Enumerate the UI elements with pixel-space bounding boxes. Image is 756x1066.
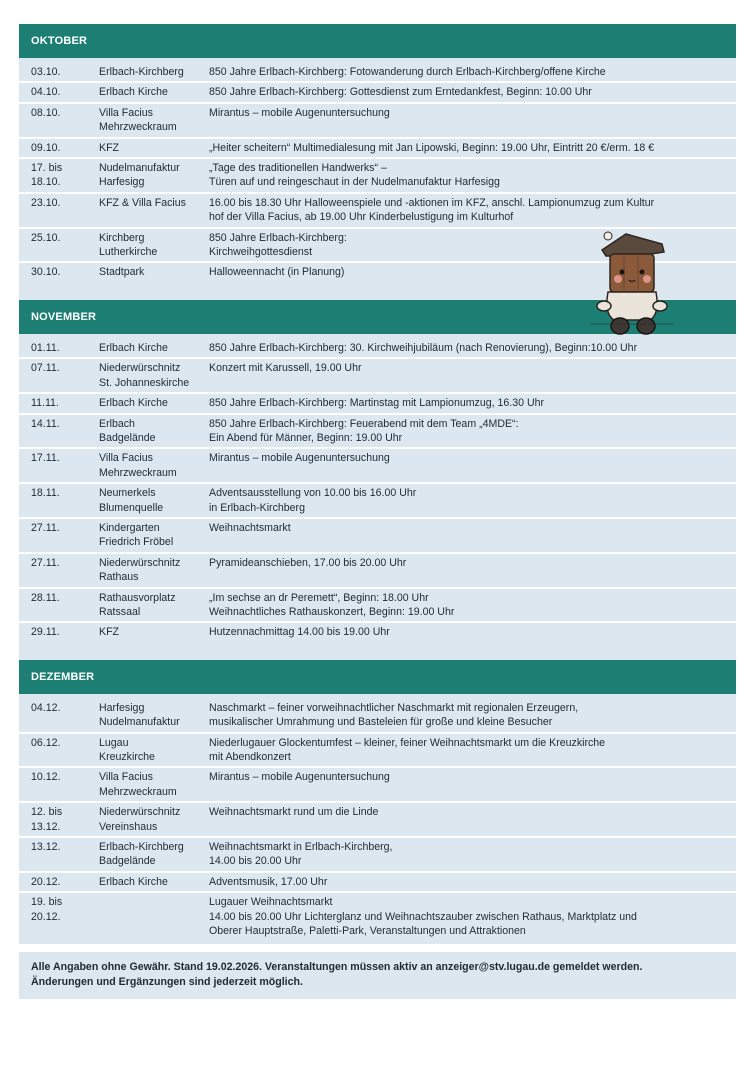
- event-date: 29.11.: [31, 626, 60, 639]
- event-row: [19, 699, 736, 734]
- event-description: Adventsmusik, 17.00 Uhr: [209, 875, 328, 888]
- event-description: 850 Jahre Erlbach-Kirchberg: Feuerabend mit dem Team „4MDE“: Ein Abend für Männer, Beginn: 19.00 Uhr: [209, 417, 519, 444]
- event-description: „Tage des traditionellen Handwerks“ – Türen auf und reingeschaut in der Nudelmanufaktur Harfesigg: [209, 162, 500, 189]
- event-place: [99, 895, 209, 938]
- event-place: Erlbach-Kirchberg Badgelände: [99, 841, 184, 868]
- event-description: Mirantus – mobile Augenuntersuchung: [209, 106, 390, 119]
- section-gap: [19, 646, 736, 660]
- event-place: KFZ & Villa Facius: [99, 196, 186, 209]
- event-date: 19. bis 20.12.: [31, 896, 63, 923]
- event-row: [19, 768, 736, 803]
- event-date: 03.10.: [31, 66, 61, 78]
- event-description: Weihnachtsmarkt: [209, 521, 291, 534]
- event-date: 27.11.: [31, 521, 60, 534]
- event-description: 850 Jahre Erlbach-Kirchberg: 30. Kirchweihjubiläum (nach Renovierung), Beginn:10.00 Uhr: [209, 341, 638, 354]
- event-date: 14.11.: [31, 417, 60, 430]
- month-heading: DEZEMBER: [19, 660, 736, 694]
- event-date: 13.12.: [31, 841, 61, 854]
- event-date: 12. bis 13.12.: [31, 806, 63, 833]
- event-date: 27.11.: [31, 556, 60, 569]
- event-row: [19, 554, 736, 589]
- event-place: Erlbach Kirche: [99, 86, 168, 99]
- event-row: [19, 449, 736, 484]
- event-row: [19, 838, 736, 873]
- event-place: Nudelmanufaktur Harfesigg: [99, 162, 180, 189]
- event-date: 17. bis 18.10.: [31, 162, 63, 189]
- event-calendar: [19, 24, 736, 999]
- event-place: Niederwürschnitz Vereinshaus: [99, 806, 181, 833]
- event-description: Adventsausstellung von 10.00 bis 16.00 Uhr in Erlbach-Kirchberg: [209, 487, 417, 514]
- event-description: Hutzennachmittag 14.00 bis 19.00 Uhr: [209, 626, 390, 639]
- event-description: 850 Jahre Erlbach-Kirchberg: Martinstag mit Lampionumzug, 16.30 Uhr: [209, 397, 545, 410]
- event-place: Villa Facius Mehrzweckraum: [99, 106, 177, 134]
- event-row: [19, 803, 736, 838]
- event-description: 850 Jahre Erlbach-Kirchberg: Gottesdienst zum Erntedankfest, Beginn: 10.00 Uhr: [209, 86, 592, 99]
- event-description: Konzert mit Karussell, 19.00 Uhr: [209, 362, 362, 375]
- event-date: 10.12.: [31, 771, 61, 784]
- event-date: 01.11.: [31, 341, 60, 354]
- event-description: „Im sechse an dr Peremett“, Beginn: 18.00 Uhr Weihnachtliches Rathauskonzert, Beginn: 19.00 Uhr: [209, 591, 455, 618]
- event-row: [19, 589, 736, 624]
- event-place: Stadtpark: [99, 266, 145, 279]
- event-description: „Heiter scheitern“ Multimedialesung mit Jan Lipowski, Beginn: 19.00 Uhr, Eintritt 20 €/erm. 18 €: [209, 141, 655, 154]
- event-place: Erlbach Badgelände: [99, 417, 156, 444]
- event-row: [19, 104, 736, 139]
- disclaimer-footer: Alle Angaben ohne Gewähr. Stand 19.02.2026. Veranstaltungen müssen aktiv an anzeiger@stv.lugau.de gemeldet werden. Änderungen und Ergänzungen sind jederzeit möglich.: [19, 952, 736, 999]
- event-place: Erlbach Kirche: [99, 875, 168, 888]
- event-date: 28.11.: [31, 591, 60, 604]
- event-date: 04.12.: [31, 701, 61, 714]
- event-row: [19, 893, 736, 940]
- event-date: 09.10.: [31, 141, 61, 154]
- month-heading: NOVEMBER: [19, 300, 736, 334]
- event-place: KFZ: [99, 141, 120, 154]
- event-description: 16.00 bis 18.30 Uhr Halloweenspiele und -aktionen im KFZ, anschl. Lampionumzug zum Kultur hof der Villa Facius, ab 19.00 Uhr Kinderbelustigung im Kulturhof: [209, 196, 655, 224]
- event-row: [19, 339, 736, 359]
- event-description: 850 Jahre Erlbach-Kirchberg: Fotowanderung durch Erlbach-Kirchberg/offene Kirche: [209, 66, 606, 78]
- event-place: Erlbach Kirche: [99, 397, 168, 410]
- event-row: [19, 394, 736, 414]
- event-date: 20.12.: [31, 875, 61, 888]
- event-row: [19, 83, 736, 103]
- event-date: 11.11.: [31, 397, 59, 410]
- event-row: [19, 63, 736, 83]
- event-description: Lugauer Weihnachtsmarkt 14.00 bis 20.00 Uhr Lichterglanz und Weihnachtszauber zwischen Rathaus, Marktplatz und Oberer Hauptstraße, Paletti-Park, Veranstaltungen und Attraktionen: [209, 896, 637, 938]
- event-date: 23.10.: [31, 196, 61, 209]
- event-date: 30.10.: [31, 266, 61, 279]
- event-date: 18.11.: [31, 487, 60, 500]
- event-description: Niederlugauer Glockentumfest – kleiner, feiner Weihnachtsmarkt um die Kreuzkirche mit Abendkonzert: [209, 736, 606, 763]
- event-place: Harfesigg Nudelmanufaktur: [99, 701, 180, 729]
- event-row: [19, 415, 736, 450]
- event-date: 08.10.: [31, 106, 61, 119]
- event-row: [19, 139, 736, 159]
- event-list: [19, 694, 736, 945]
- event-row: [19, 484, 736, 519]
- event-description: Mirantus – mobile Augenuntersuchung: [209, 452, 390, 465]
- event-place: Lugau Kreuzkirche: [99, 736, 155, 763]
- event-place: Villa Facius Mehrzweckraum: [99, 771, 177, 798]
- event-place: KFZ: [99, 626, 120, 639]
- event-row: [19, 359, 736, 394]
- event-row: [19, 519, 736, 554]
- event-row: [19, 873, 736, 893]
- event-row: [19, 734, 736, 769]
- event-description: Weihnachtsmarkt in Erlbach-Kirchberg, 14.00 bis 20.00 Uhr: [209, 841, 393, 868]
- event-list: [19, 334, 736, 646]
- month-section-dezember: [19, 660, 736, 945]
- event-date: 04.10.: [31, 86, 61, 99]
- month-section-november: [19, 300, 736, 646]
- event-row: [19, 623, 736, 641]
- month-heading: OKTOBER: [19, 24, 736, 58]
- event-date: 07.11.: [31, 362, 60, 375]
- event-place: Niederwürschnitz Rathaus: [99, 556, 181, 584]
- event-place: Neumerkels Blumenquelle: [99, 487, 164, 514]
- event-place: Niederwürschnitz St. Johanneskirche: [99, 362, 190, 389]
- event-place: Rathausvorplatz Ratssaal: [99, 591, 176, 618]
- event-place: Kindergarten Friedrich Fröbel: [99, 521, 174, 549]
- mascot-illustration: [578, 222, 678, 340]
- event-description: Pyramideanschieben, 17.00 bis 20.00 Uhr: [209, 556, 407, 569]
- event-description: Naschmarkt – feiner vorweihnachtlicher Naschmarkt mit regionalen Erzeugern, musikalischer Umrahmung und Basteleien für große und kleine Besucher: [209, 701, 579, 729]
- event-place: Kirchberg Lutherkirche: [99, 231, 158, 259]
- event-description: 850 Jahre Erlbach-Kirchberg: Kirchweihgottesdienst: [209, 231, 347, 259]
- event-date: 17.11.: [31, 452, 60, 465]
- event-date: 25.10.: [31, 231, 61, 244]
- event-description: Weihnachtsmarkt rund um die Linde: [209, 806, 379, 819]
- event-row: [19, 159, 736, 194]
- event-description: Mirantus – mobile Augenuntersuchung: [209, 771, 390, 784]
- event-place: Villa Facius Mehrzweckraum: [99, 452, 177, 479]
- sections-container: [19, 24, 736, 944]
- event-date: 06.12.: [31, 736, 61, 749]
- event-place: Erlbach Kirche: [99, 341, 168, 354]
- event-description: Halloweennacht (in Planung): [209, 266, 345, 279]
- event-place: Erlbach-Kirchberg: [99, 66, 184, 78]
